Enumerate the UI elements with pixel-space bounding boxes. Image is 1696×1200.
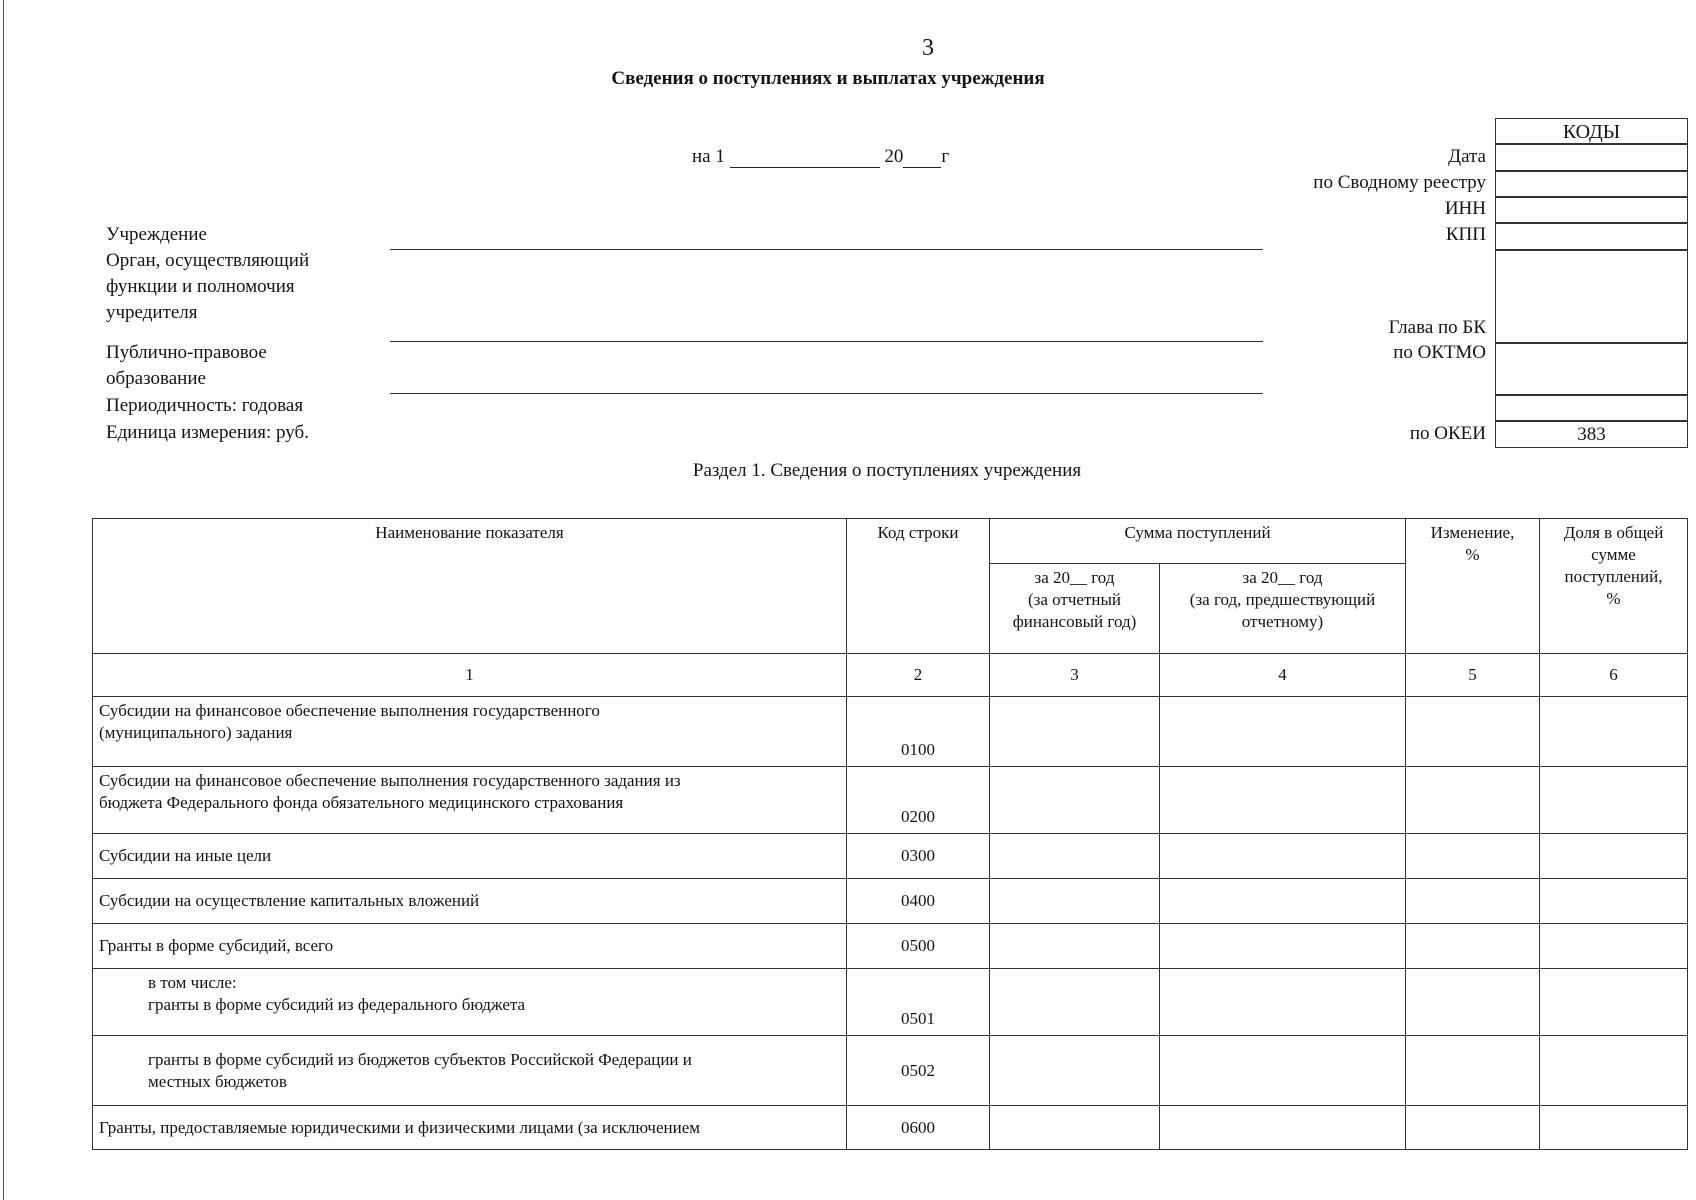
row-name: Гранты в форме субсидий, всего <box>93 924 847 969</box>
column-number: 3 <box>990 654 1160 697</box>
code-label-registry: по Сводному реестру <box>1313 172 1486 193</box>
value-cell <box>990 767 1160 834</box>
row-name-line1: гранты в форме субсидий из бюджетов субъектов Российской Федерации и <box>148 1049 692 1069</box>
receipts-table <box>92 518 1688 1150</box>
header-sum: Сумма поступлений <box>990 519 1406 564</box>
row-name: Гранты, предоставляемые юридическими и физическими лицами (за исключением <box>93 1106 847 1150</box>
header-change <box>1406 519 1540 654</box>
code-label-kpp: КПП <box>1445 224 1486 245</box>
table-row <box>93 767 1688 834</box>
date-blank-field <box>730 149 880 168</box>
code-label-oktmo: по ОКТМО <box>1393 342 1486 363</box>
code-label-inn: ИНН <box>1444 198 1486 219</box>
header-share-line2: сумме <box>1591 545 1636 564</box>
header-sum-previous-line3: отчетному) <box>1241 612 1324 631</box>
table-row <box>93 1106 1688 1150</box>
table-row <box>93 924 1688 969</box>
code-empty-cell <box>1495 395 1688 421</box>
row-code: 0600 <box>847 1106 990 1150</box>
code-inn-cell <box>1495 197 1688 223</box>
value-cell <box>1406 1106 1540 1150</box>
row-code: 0200 <box>847 767 990 834</box>
value-cell <box>1540 834 1688 879</box>
code-date-cell <box>1495 144 1688 171</box>
label-ppo-line1: Публично-правовое <box>106 342 267 363</box>
column-number: 4 <box>1160 654 1406 697</box>
value-cell <box>1406 924 1540 969</box>
value-cell <box>990 1106 1160 1150</box>
header-sum-previous <box>1160 564 1406 654</box>
row-name-line2: (муниципального) задания <box>99 723 293 742</box>
value-cell <box>1406 1036 1540 1106</box>
table-row <box>93 879 1688 924</box>
ppo-fill-line <box>390 393 1263 394</box>
column-number: 1 <box>93 654 847 697</box>
row-name <box>93 767 847 834</box>
scan-edge-line <box>3 0 4 1200</box>
header-sum-current-line3: финансовый год) <box>1012 612 1137 631</box>
date-year-prefix: 20 <box>884 146 904 167</box>
code-label-date: Дата <box>1448 146 1486 167</box>
row-code: 0501 <box>847 969 990 1036</box>
header-share-line4: % <box>1606 589 1621 608</box>
row-name <box>93 969 847 1036</box>
header-sum-previous-line1: за 20__ год <box>1242 568 1323 587</box>
row-name: Субсидии на иные цели <box>93 834 847 879</box>
row-name-line1: Субсидии на финансовое обеспечение выполнения государственного задания из <box>99 771 681 790</box>
row-name <box>93 1036 847 1106</box>
value-cell <box>990 879 1160 924</box>
row-name-line1: Субсидии на финансовое обеспечение выполнения государственного <box>99 701 600 720</box>
row-code: 0300 <box>847 834 990 879</box>
codes-header: КОДЫ <box>1495 118 1688 144</box>
header-change-line2: % <box>1465 545 1480 564</box>
column-number: 2 <box>847 654 990 697</box>
header-share-line3: поступлений, <box>1564 567 1663 586</box>
row-name-line2: бюджета Федерального фонда обязательного медицинского страхования <box>99 793 624 812</box>
report-date-line <box>692 146 949 168</box>
row-name <box>93 697 847 767</box>
value-cell <box>1160 1036 1406 1106</box>
value-cell <box>1160 879 1406 924</box>
date-suffix: г <box>941 146 950 167</box>
code-bk-cell <box>1495 250 1688 343</box>
row-name: Субсидии на осуществление капитальных вложений <box>93 879 847 924</box>
table-row <box>93 969 1688 1036</box>
code-registry-cell <box>1495 171 1688 197</box>
value-cell <box>990 834 1160 879</box>
header-sum-previous-line2: (за год, предшествующий <box>1189 590 1376 609</box>
label-founder-line1: Орган, осуществляющий <box>106 250 310 271</box>
row-code: 0500 <box>847 924 990 969</box>
row-code: 0400 <box>847 879 990 924</box>
value-cell <box>1406 879 1540 924</box>
institution-fill-line <box>390 249 1263 250</box>
header-share-line1: Доля в общей <box>1563 523 1664 542</box>
row-code: 0502 <box>847 1036 990 1106</box>
value-cell <box>990 924 1160 969</box>
column-number-row <box>93 654 1688 697</box>
label-periodicity: Периодичность: годовая <box>106 395 304 416</box>
value-cell <box>1160 834 1406 879</box>
value-cell <box>1160 969 1406 1036</box>
row-code: 0100 <box>847 697 990 767</box>
label-institution: Учреждение <box>106 224 207 245</box>
label-founder-line3: учредителя <box>106 302 198 323</box>
row-name-line2: местных бюджетов <box>148 1071 287 1091</box>
value-cell <box>1160 697 1406 767</box>
code-oktmo-cell <box>1495 343 1688 395</box>
label-founder-line2: функции и полномочия <box>106 276 295 297</box>
value-cell <box>990 1036 1160 1106</box>
code-label-okei: по ОКЕИ <box>1409 423 1486 444</box>
table-row <box>93 834 1688 879</box>
value-cell <box>1540 1106 1688 1150</box>
document-title: Сведения о поступлениях и выплатах учреждения <box>611 68 1045 89</box>
header-sum-current <box>990 564 1160 654</box>
table-row <box>93 697 1688 767</box>
section-title: Раздел 1. Сведения о поступлениях учреждения <box>692 460 1082 481</box>
date-prefix: на 1 <box>692 146 725 167</box>
column-number: 5 <box>1406 654 1540 697</box>
header-name: Наименование показателя <box>93 519 847 654</box>
header-code: Код строки <box>847 519 990 654</box>
value-cell <box>1540 969 1688 1036</box>
value-cell <box>1540 697 1688 767</box>
value-cell <box>1540 767 1688 834</box>
value-cell <box>1160 924 1406 969</box>
value-cell <box>990 697 1160 767</box>
page-number: 3 <box>922 35 934 61</box>
column-number: 6 <box>1540 654 1688 697</box>
row-name-line1: в том числе: <box>148 973 237 992</box>
founder-fill-line <box>390 341 1263 342</box>
value-cell <box>1406 767 1540 834</box>
value-cell <box>1540 1036 1688 1106</box>
value-cell <box>1406 834 1540 879</box>
label-unit: Единица измерения: руб. <box>106 422 309 443</box>
value-cell <box>1406 969 1540 1036</box>
code-label-bk: Глава по БК <box>1388 317 1486 338</box>
code-okei-cell: 383 <box>1495 421 1688 448</box>
value-cell <box>1160 1106 1406 1150</box>
header-change-line1: Изменение, <box>1430 523 1515 542</box>
year-blank-field <box>903 149 941 168</box>
value-cell <box>1540 924 1688 969</box>
header-sum-current-line1: за 20__ год <box>1034 568 1115 587</box>
value-cell <box>990 969 1160 1036</box>
row-name-line2: гранты в форме субсидий из федерального бюджета <box>148 995 526 1014</box>
value-cell <box>1540 879 1688 924</box>
label-ppo-line2: образование <box>106 368 206 389</box>
table-row <box>93 1036 1688 1106</box>
value-cell <box>1406 697 1540 767</box>
code-kpp-cell <box>1495 223 1688 250</box>
value-cell <box>1160 767 1406 834</box>
header-share <box>1540 519 1688 654</box>
header-sum-current-line2: (за отчетный <box>1027 590 1122 609</box>
